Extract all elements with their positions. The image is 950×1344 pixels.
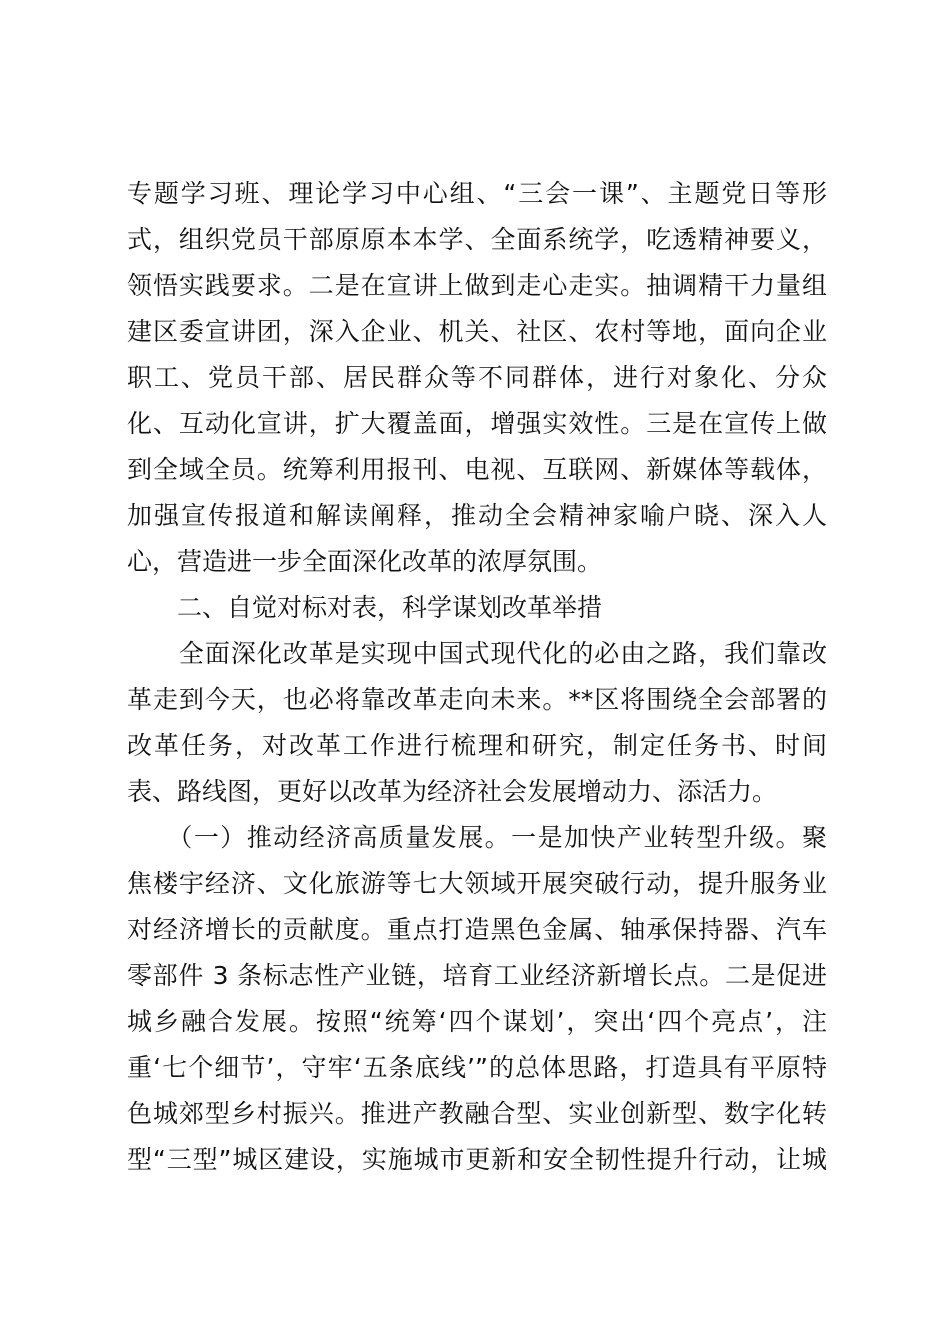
body-text-line: 式，组织党员干部原原本本学、全面系统学，吃透精神要义， [127,225,827,254]
body-text-line: 领悟实践要求。二是在宣讲上做到走心走实。抽调精干力量组 [127,271,827,300]
body-text-line: 对经济增长的贡献度。重点打造黑色金属、轴承保持器、汽车 [127,915,827,944]
body-text-line: 焦楼宇经济、文化旅游等七大领域开展突破行动，提升服务业 [127,869,827,898]
body-text-line: 建区委宣讲团，深入企业、机关、社区、农村等地，面向企业 [127,317,827,346]
body-text-line: 色城郊型乡村振兴。推进产教融合型、实业创新型、数字化转 [127,1099,827,1128]
body-text-line: 革走到今天，也必将靠改革走向未来。**区将围绕全会部署的 [127,685,827,714]
body-text-line: 加强宣传报道和解读阐释，推动全会精神家喻户晓、深入人 [127,501,827,530]
body-text-line: 重‘七个细节’，守牢‘五条底线’”的总体思路，打造具有平原特 [127,1053,827,1082]
body-text-line: 型“三型”城区建设，实施城市更新和安全韧性提升行动，让城 [127,1145,827,1174]
body-text-line: 专题学习班、理论学习中心组、“三会一课”、主题党日等形 [127,179,827,208]
body-text-line: 城乡融合发展。按照“统筹‘四个谋划’，突出‘四个亮点’，注 [127,1007,827,1036]
body-text-line: 表、路线图，更好以改革为经济社会发展增动力、添活力。 [127,777,778,806]
body-text-line: 全面深化改革是实现中国式现代化的必由之路，我们靠改 [127,639,827,668]
section-heading: 二、自觉对标对表，科学谋划改革举措 [127,593,603,622]
subsection-heading-line: （一）推动经济高质量发展。一是加快产业转型升级。聚 [127,823,827,852]
body-text-line: 职工、党员干部、居民群众等不同群体，进行对象化、分众 [127,363,827,392]
body-text-line: 化、互动化宣讲，扩大覆盖面，增强实效性。三是在宣传上做 [127,409,827,438]
body-text-line: 心，营造进一步全面深化改革的浓厚氛围。 [127,547,603,576]
body-text-line: 改革任务，对改革工作进行梳理和研究，制定任务书、时间 [127,731,827,760]
body-text-line: 零部件 3 条标志性产业链，培育工业经济新增长点。二是促进 [127,961,827,990]
body-text-line: 到全域全员。统筹利用报刊、电视、互联网、新媒体等载体， [127,455,827,484]
